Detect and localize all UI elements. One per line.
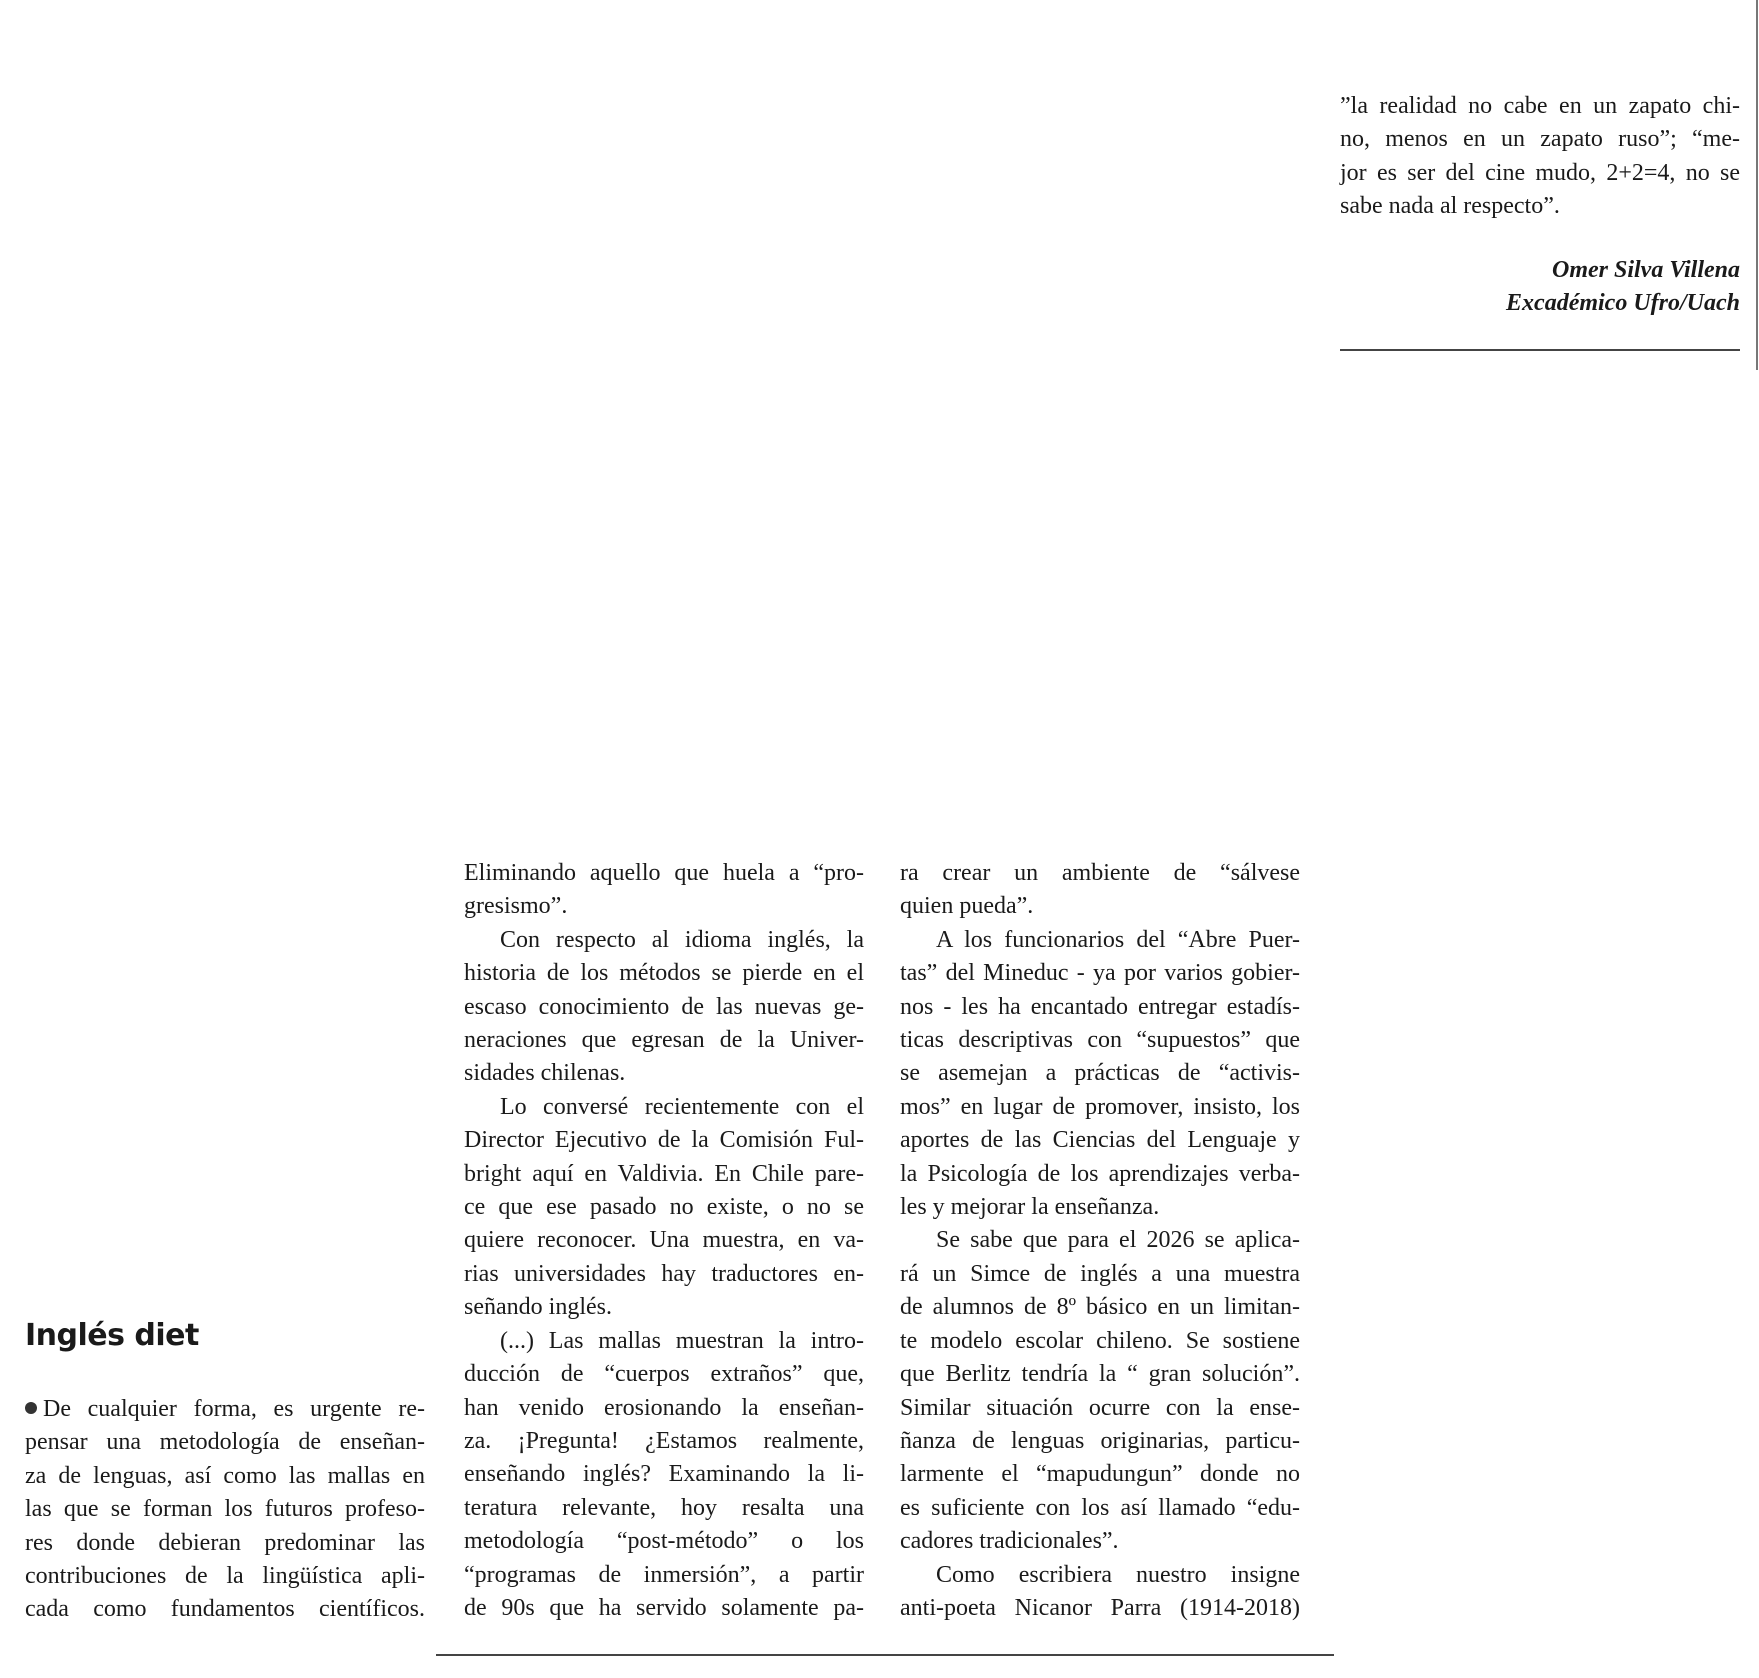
author-signature	[1340, 254, 1740, 321]
quote-line: jor es ser del cine mudo, 2+2=4, no se	[1340, 159, 1740, 186]
section-paragraph	[25, 1393, 425, 1627]
column-line: A los funcionarios del “Abre Puer-	[936, 926, 1300, 953]
signature-divider	[1340, 349, 1740, 351]
column-line: les y mejorar la enseñanza.	[900, 1194, 1160, 1221]
column-line: neraciones que egresan de la Univer-	[464, 1027, 864, 1054]
column-line: gresismo”.	[464, 893, 568, 920]
column-line: quien pueda”.	[900, 893, 1034, 920]
column-line: larmente el “mapudungun” donde no	[900, 1461, 1300, 1488]
quote-line: ”la realidad no cabe en un zapato chi-	[1340, 93, 1740, 119]
column-line: Director Ejecutivo de la Comisión Ful-	[464, 1127, 864, 1154]
column-line: sidades chilenas.	[464, 1060, 626, 1087]
column-line: rias universidades hay traductores en-	[464, 1260, 864, 1287]
column-line: za. ¡Pregunta! ¿Estamos realmente,	[464, 1427, 864, 1454]
column-line: ñanza de lenguas originarias, particu-	[900, 1427, 1300, 1454]
article-bottom-rule	[436, 1654, 1334, 1656]
column-line: rá un Simce de inglés a una muestra	[900, 1260, 1300, 1287]
column-line: teratura relevante, hoy resalta una	[464, 1494, 864, 1521]
column-line: Como escribiera nuestro insigne	[936, 1561, 1300, 1588]
author-title: Excadémico Ufro/Uach	[1506, 290, 1740, 317]
right-column	[900, 857, 1300, 1625]
paragraph-line: contribuciones de la lingüística apli-	[25, 1563, 425, 1590]
column-line: metodología “post-método” o los	[464, 1528, 864, 1555]
column-line: historia de los métodos se pierde en el	[464, 960, 864, 987]
paragraph-line: za de lenguas, así como las mallas en	[25, 1462, 425, 1489]
bullet-icon	[25, 1402, 37, 1414]
column-line: Lo conversé recientemente con el	[500, 1093, 864, 1120]
quote-line: sabe nada al respecto”.	[1340, 193, 1560, 220]
column-line: Se sabe que para el 2026 se aplica-	[936, 1227, 1300, 1254]
column-line: enseñando inglés? Examinando la li-	[464, 1461, 864, 1488]
middle-column	[464, 857, 864, 1625]
column-line: se asemejan a prácticas de “activis-	[900, 1060, 1300, 1087]
column-line: mos” en lugar de promover, insisto, los	[900, 1093, 1300, 1120]
column-line: anti-poeta Nicanor Parra (1914-2018)	[900, 1594, 1300, 1621]
paragraph-line: pensar una metodología de enseñan-	[25, 1429, 425, 1456]
column-line: “programas de inmersión”, a partir	[464, 1561, 864, 1588]
quote-line: no, menos en un zapato ruso”; “me-	[1340, 126, 1740, 153]
column-line: Similar situación ocurre con la ense-	[900, 1394, 1300, 1421]
quote-paragraph	[1340, 90, 1740, 224]
column-line: cadores tradicionales”.	[900, 1528, 1119, 1555]
column-line: de alumnos de 8º básico en un limitan-	[900, 1294, 1300, 1321]
column-line: tas” del Mineduc - ya por varios gobier-	[900, 960, 1300, 987]
paragraph-line: las que se forman los futuros profeso-	[25, 1496, 425, 1523]
column-line: ticas descriptivas con “supuestos” que	[900, 1027, 1300, 1054]
paragraph-line: cada como fundamentos científicos.	[25, 1596, 425, 1623]
column-line: es suficiente con los así llamado “edu-	[900, 1494, 1300, 1521]
column-line: aportes de las Ciencias del Lenguaje y	[900, 1127, 1300, 1154]
page-edge-divider	[1756, 0, 1758, 370]
column-line: ducción de “cuerpos extraños” que,	[464, 1361, 864, 1388]
column-line: de 90s que ha servido solamente pa-	[464, 1594, 864, 1621]
column-line: bright aquí en Valdivia. En Chile pare-	[464, 1160, 864, 1187]
column-line: la Psicología de los aprendizajes verba-	[900, 1160, 1300, 1187]
column-line: ce que ese pasado no existe, o no se	[464, 1194, 864, 1221]
column-line: Con respecto al idioma inglés, la	[500, 926, 864, 953]
column-line: señando inglés.	[464, 1294, 612, 1321]
column-line: te modelo escolar chileno. Se sostiene	[900, 1327, 1300, 1354]
column-line: nos - les ha encantado entregar estadís-	[900, 993, 1300, 1020]
paragraph-line: res donde debieran predominar las	[25, 1529, 425, 1556]
column-line: que Berlitz tendría la “ gran solución”.	[900, 1361, 1300, 1388]
column-line: han venido erosionando la enseñan-	[464, 1394, 864, 1421]
column-line: escaso conocimiento de las nuevas ge-	[464, 993, 864, 1020]
author-name: Omer Silva Villena	[1551, 257, 1740, 283]
column-line: Eliminando aquello que huela a “pro-	[464, 860, 864, 886]
column-line: quiere reconocer. Una muestra, en va-	[464, 1227, 864, 1254]
paragraph-line	[25, 1393, 425, 1426]
paragraph-line-text: De cualquier forma, es urgente re-	[43, 1396, 425, 1422]
column-line: ra crear un ambiente de “sálvese	[900, 860, 1300, 886]
section-heading: Inglés diet	[25, 1318, 199, 1353]
column-line: (...) Las mallas muestran la intro-	[500, 1327, 864, 1354]
